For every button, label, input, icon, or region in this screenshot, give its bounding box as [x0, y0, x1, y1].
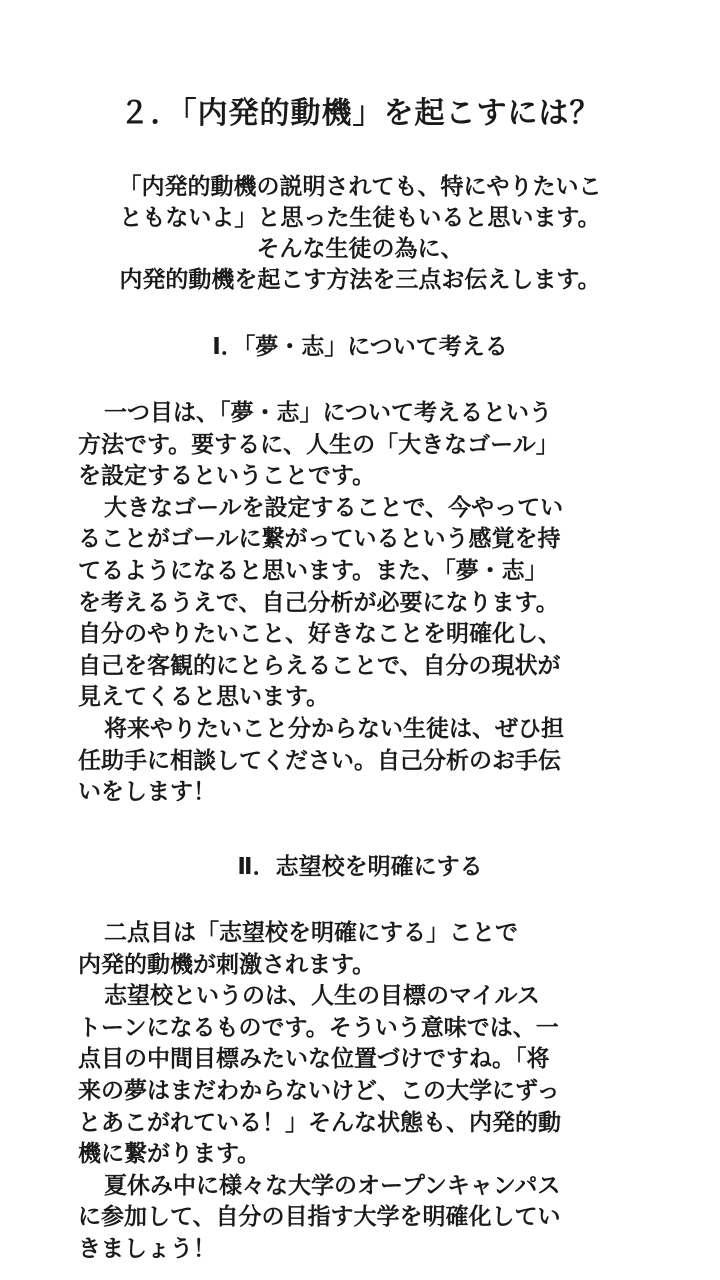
body-line: とあこがれている！」そんな状態も、内発的動 [78, 1109, 561, 1136]
page-title: ２．「内発的動機」を起こすには？ [119, 96, 601, 131]
body-line: トーンになるものです。そういう意味では、一 [78, 1014, 559, 1041]
body-line: ることがゴールに繋がっているという感覚を持 [78, 526, 561, 553]
intro-line: ともないよ」と思った生徒もいると思います。 [119, 205, 601, 231]
intro-line: そんな生徒の為に、 [256, 236, 464, 262]
body-line: に参加して、自分の目指す大学を明確化してい [78, 1204, 561, 1231]
body-line: 二点目は「志望校を明確にする」ことで [104, 920, 518, 946]
body-line: 見えてくると思います。 [78, 684, 330, 711]
body-line: 任助手に相談してください。自己分析のお手伝 [78, 747, 561, 774]
body-line: てるようになると思います。また、「夢・志」 [78, 557, 548, 584]
body-line: 夏休み中に様々な大学のオープンキャンパス [104, 1172, 561, 1199]
body-line: 一つ目は、「夢・志」について考えるという [104, 400, 553, 426]
body-line: 自分のやりたいこと、好きなことを明確化し、 [78, 621, 561, 648]
body-line: を考えるうえで、自己分析が必要になります。 [78, 589, 559, 616]
section-2-body [78, 918, 642, 1266]
body-line: 機に繋がります。 [78, 1141, 261, 1168]
body-line: いをします！ [78, 779, 216, 806]
body-line: きましょう！ [78, 1235, 216, 1262]
body-line: 志望校というのは、人生の目標のマイルス [104, 983, 540, 1010]
section-1-heading: Ⅰ．「夢・志」について考える [212, 334, 508, 360]
body-line: 大きなゴールを設定することで、今やってい [104, 494, 564, 521]
body-line: 将来やりたいこと分からない生徒は、ぜひ担 [104, 715, 564, 742]
intro-paragraph [78, 172, 642, 296]
body-line: 点目の中間目標みたいな位置づけですね。「将 [78, 1046, 550, 1073]
body-line: 方法です。要するに、人生の「大きなゴール」 [78, 431, 559, 458]
body-line: 自己を客観的にとらえることで、自分の現状が [78, 652, 561, 679]
body-line: 内発的動機が刺激されます。 [78, 951, 376, 978]
section-1-body [78, 398, 642, 809]
body-line: を設定するということです。 [78, 463, 376, 490]
intro-line: 内発的動機を起こす方法を三点お伝えします。 [119, 267, 601, 293]
intro-line: 「内発的動機の説明されても、特にやりたいこ [118, 174, 602, 200]
section-2-heading: Ⅱ．志望校を明確にする [237, 854, 483, 880]
body-line: 来の夢はまだわからないけど、この大学にずっ [78, 1077, 560, 1104]
